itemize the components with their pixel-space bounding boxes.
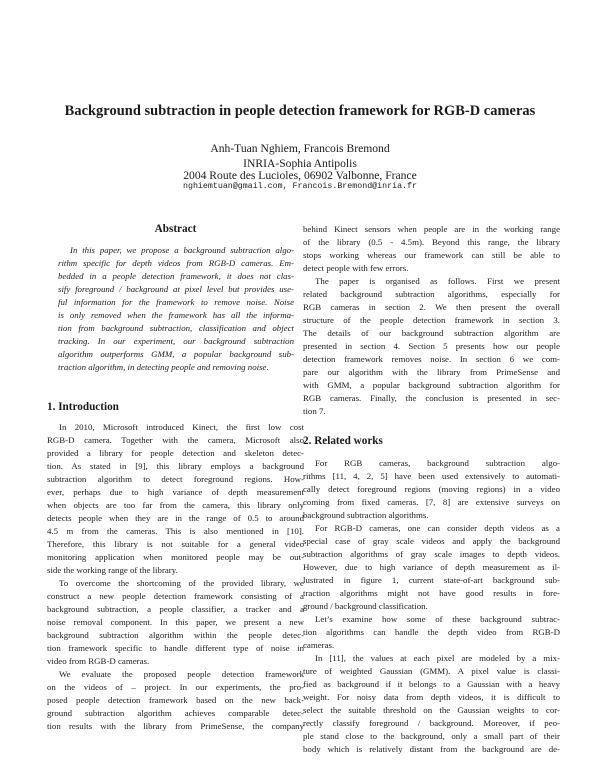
body-line: RGB-D camera. Together with the camera, Microsoft also: [47, 435, 304, 445]
body-line: traction algorithms might not have good results in fore-: [303, 588, 560, 598]
address: 2004 Route des Lucioles, 06902 Valbonne, France: [183, 169, 417, 182]
abstract-line: algorithm outperforms GMM, a popular background sub-: [58, 349, 294, 359]
body-line: ever, perhaps due to high variance of depth measurement: [47, 487, 304, 497]
body-line: The details of our background subtraction algorithm are: [303, 328, 560, 338]
body-line: when objects are too far from the camera, this library only: [47, 500, 304, 510]
abstract-line: ful information for the framework to remove noise. Noise: [58, 297, 294, 307]
body-line: noise removal component. In this paper, we present a new: [47, 617, 304, 627]
body-line: tion framework specific to handle different type of noise in: [47, 643, 304, 653]
right-column: [303, 0, 560, 776]
authors: Anh-Tuan Nghiem, Francois Bremond: [210, 142, 390, 155]
body-line: coming from fixed cameras. [7, 8] are extensive surveys on: [303, 497, 560, 507]
body-line: detection framework removes noise. In section 6 we com-: [303, 354, 560, 364]
body-line: rithms [11, 4, 2, 5] have been used extensively to automati-: [303, 471, 560, 481]
body-line: ground subtraction algorithm achieves comparable detec-: [47, 708, 304, 718]
body-line: of the library (0.5 - 4.5m). Beyond this range, the library: [303, 237, 560, 247]
body-line: Therefore, this library is not suitable for a general video: [47, 539, 304, 549]
body-line: detect people with few errors.: [303, 263, 409, 273]
body-line: on the videos of – project. In our experiments, the pro-: [47, 682, 304, 692]
abstract-line: tracking. In our experiment, our background subtraction: [58, 336, 294, 346]
abstract-line: In this paper, we propose a background subtraction algo-: [70, 245, 294, 255]
body-line: behind Kinect sensors when people are in the working range: [303, 224, 560, 234]
body-line: We evaluate the proposed people detection framework: [59, 669, 304, 679]
body-line: cally detect foreground regions (moving regions) in a video: [303, 484, 560, 494]
section-heading-introduction: 1. Introduction: [47, 401, 119, 413]
body-line: The paper is organised as follows. First we present: [315, 276, 560, 286]
body-line: ture of weighted Gaussian (GMM). A pixel value is classi-: [303, 666, 560, 676]
body-line: Let’s examine how some of these background subtrac-: [315, 614, 560, 624]
abstract-line: is only removed when the framework has all the informa-: [58, 310, 294, 320]
author-emails: nghiemtuan@gmail.com, Francois.Bremond@inria.fr: [182, 182, 417, 191]
abstract-line: sify foreground / background at pixel level but provides use-: [58, 284, 294, 294]
abstract-line: rithm specific for depth videos from RGB-D cameras. Em-: [58, 258, 294, 268]
body-line: In [11], the values at each pixel are modeled by a mix-: [315, 653, 560, 663]
body-line: with GMM, a popular background subtraction algorithm for: [303, 380, 560, 390]
affiliation: INRIA-Sophia Antipolis: [243, 157, 357, 170]
body-line: related background subtraction algorithms, especially for: [303, 289, 560, 299]
body-line: subtraction algorithm to detect foreground regions. How-: [47, 474, 304, 484]
body-line: tion. As stated in [9], this library employs a background: [47, 461, 304, 471]
body-line: background subtraction algorithm within the people detec-: [47, 630, 304, 640]
body-line: side the working range of the library.: [47, 565, 178, 575]
body-line: detects people when they are in the range of 0.5 to around: [47, 513, 304, 523]
body-line: background subtraction, a people classifier, a tracker and a: [47, 604, 304, 614]
body-line: 4.5 m from the cameras. This is also mentioned in [10].: [47, 526, 304, 536]
body-line: tion algorithms can handle the depth video from RGB-D: [303, 627, 560, 637]
body-line: pare our algorithm with the library from PrimeSense and: [303, 367, 560, 377]
abstract-line: traction algorithm, in detecting people and removing noise.: [58, 362, 269, 372]
body-line: monitoring application when monitored people may be out-: [47, 552, 304, 562]
body-line: posed people detection framework based on the new back-: [47, 695, 304, 705]
body-line: However, due to high variance of depth measurement as il-: [303, 562, 560, 572]
body-line: To overcome the shortcoming of the provided library, we: [59, 578, 304, 588]
body-line: background subtraction algorithms.: [303, 510, 429, 520]
body-line: body which is relatively distant from the background are de-: [303, 744, 560, 754]
body-line: select the suitable threshold on the Gaussian weights to cor-: [303, 705, 560, 715]
body-line: ground / background classification.: [303, 601, 428, 611]
body-line: special case of gray scale videos and apply the background: [303, 536, 560, 546]
body-line: For RGB cameras, background subtraction algo-: [315, 458, 560, 468]
body-line: rectly classify foreground / background. Moreover, if peo-: [303, 718, 560, 728]
body-line: RGB cameras in section 2. We then present the overall: [303, 302, 560, 312]
body-line: provided a library for people detection and skeleton detec-: [47, 448, 304, 458]
section-heading-related-works: 2. Related works: [303, 435, 383, 447]
body-line: presented in section 4. Section 5 presents how our people: [303, 341, 560, 351]
body-line: video from RGB-D cameras.: [47, 656, 150, 666]
body-line: stops working whereas our framework can still be able to: [303, 250, 560, 260]
body-line: construct a new people detection framework consisting of a: [47, 591, 304, 601]
body-line: lustrated in figure 1, current state-of-art background sub-: [303, 575, 560, 585]
body-line: weight. For noisy data from depth videos, it is difficult to: [303, 692, 560, 702]
body-line: In 2010, Microsoft introduced Kinect, the first low cost: [59, 422, 304, 432]
abstract-heading: Abstract: [154, 223, 197, 235]
body-line: ple stand close to the background, only a small part of their: [303, 731, 560, 741]
abstract-line: tion from background subtraction, classification and object: [58, 323, 294, 333]
body-line: tion 7.: [303, 406, 326, 416]
body-line: fied as background if it belongs to a Gaussian with a heavy: [303, 679, 560, 689]
body-line: tion results with the library from PrimeSense, the company: [47, 721, 304, 731]
abstract-line: bedded in a people detection framework, it does not clas-: [58, 271, 294, 281]
paper-title: Background subtraction in people detection framework for RGB-D cameras: [64, 103, 536, 119]
body-line: For RGB-D cameras, one can consider depth videos as a: [315, 523, 560, 533]
body-line: cameras.: [303, 640, 335, 650]
body-line: subtraction algorithms of gray scale images to depth videos.: [303, 549, 560, 559]
left-column: [47, 0, 304, 776]
body-line: structure of the people detection framework in section 3.: [303, 315, 560, 325]
body-line: RGB cameras. Finally, the conclusion is presented in sec-: [303, 393, 560, 403]
